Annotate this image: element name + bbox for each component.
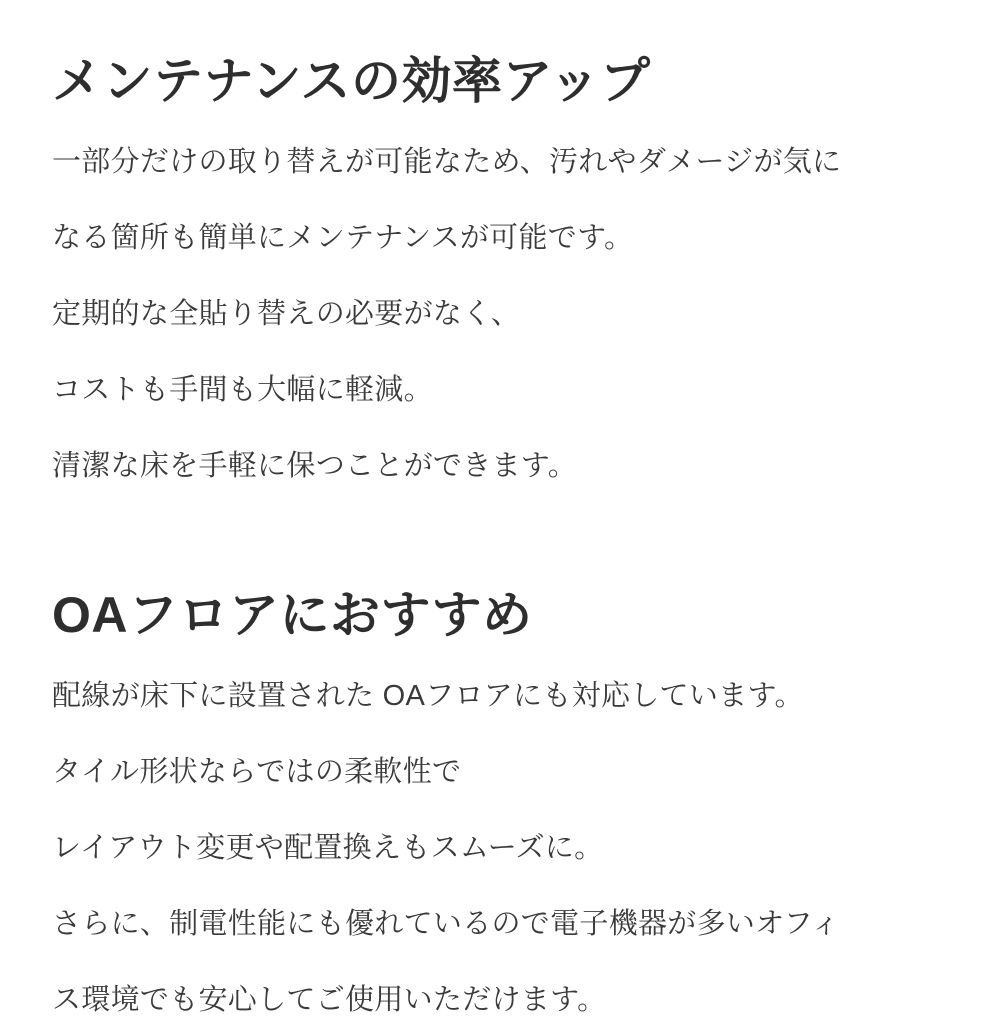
body-line: 一部分だけの取り替えが可能なため、汚れやダメージが気に — [52, 146, 842, 178]
body-line: 配線が床下に設置された OAフロアにも対応しています。 — [52, 679, 804, 712]
body-line: タイル形状ならではの柔軟性で — [52, 755, 462, 788]
body-line: さらに、制電性能にも優れているので電子機器が多いオフィ — [52, 907, 840, 940]
body-line: レイアウト変更や配置換えもスムーズに。 — [52, 831, 604, 864]
body-line: 定期的な全貼り替えの必要がなく、 — [52, 297, 521, 330]
section-maintenance — [52, 52, 950, 490]
section-body — [52, 139, 950, 490]
section-heading: OAフロアにおすすめ — [52, 586, 533, 643]
body-line: コストも手間も大幅に軽減。 — [52, 373, 433, 406]
body-line: ス環境でも安心してご使用いただけます。 — [52, 983, 607, 1016]
section-body — [52, 673, 950, 1024]
section-heading: メンテナンスの効率アップ — [52, 53, 651, 109]
body-line: なる箇所も簡単にメンテナンスが可能です。 — [52, 221, 634, 254]
body-line: 清潔な床を手軽に保つことができます。 — [52, 449, 578, 482]
section-oa-floor — [52, 586, 950, 1024]
